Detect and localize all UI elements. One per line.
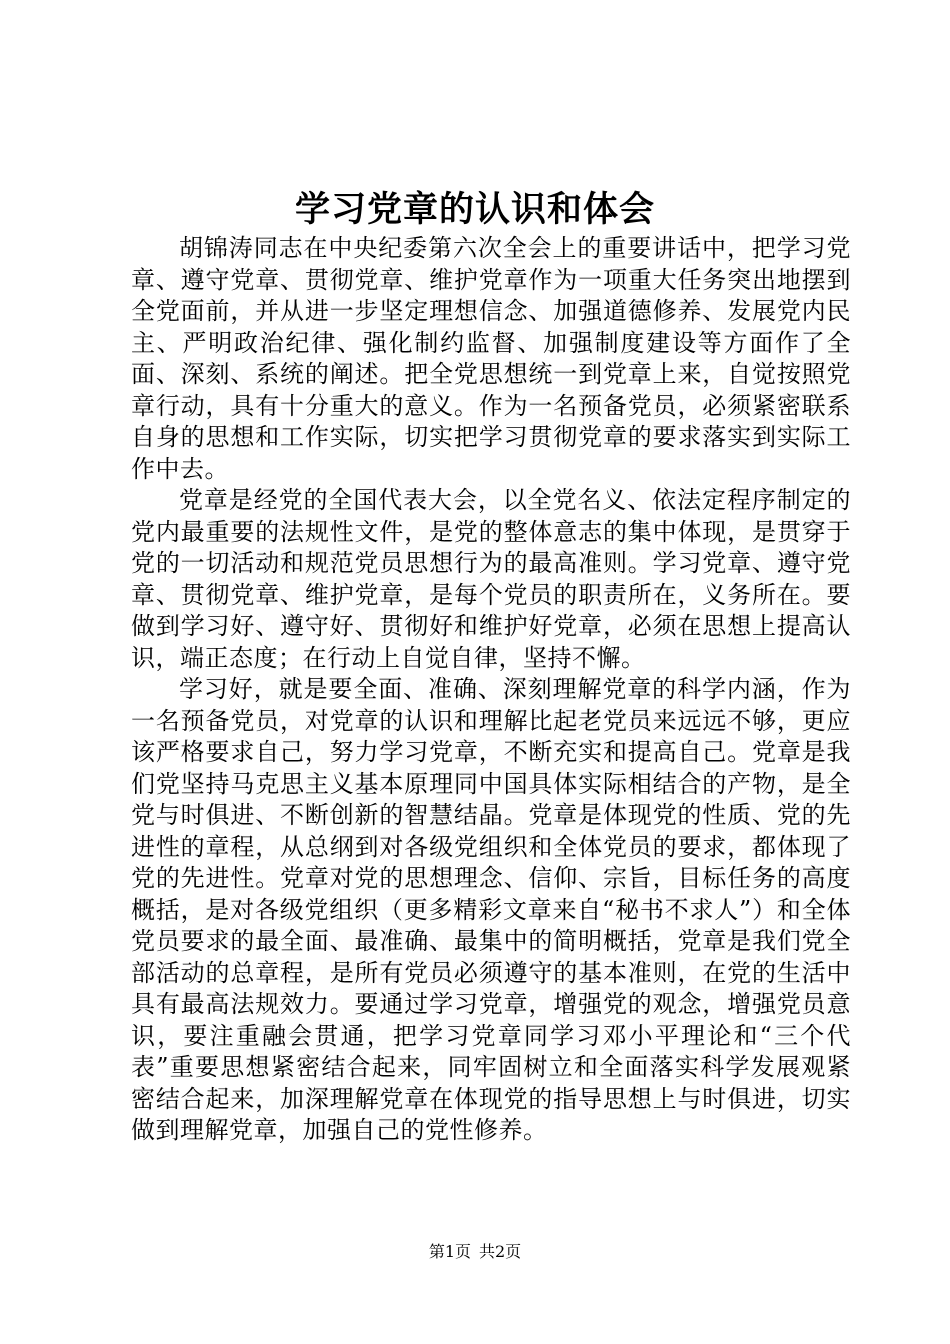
- page-number-current: 第1页: [428, 1242, 471, 1261]
- page-footer: [0, 1240, 950, 1264]
- page-number-total: 共2页: [479, 1242, 522, 1261]
- document-title: 学习党章的认识和体会: [294, 189, 655, 230]
- paragraph-2: 党章是经党的全国代表大会，以全党名义、依法定程序制定的党内最重要的法规性文件，是党的整体意志的集中体现，是贯穿于党的一切活动和规范党员思想行为的最高准则。学习党章、遵守党章、贯彻党章、维护党章，是每个党员的职责所在，义务所在。要做到学习好、遵守好、贯彻好和维护好党章，必须在思想上提高认识，端正态度；在行动上自觉自律，坚持不懈。: [131, 486, 851, 672]
- paragraph-3: 学习好，就是要全面、准确、深刻理解党章的科学内涵，作为一名预备党员，对党章的认识和理解比起老党员来远远不够，更应该严格要求自己，努力学习党章，不断充实和提高自己。党章是我们党坚持马克思主义基本原理同中国具体实际相结合的产物，是全党与时俱进、不断创新的智慧结晶。党章是体现党的性质、党的先进性的章程，从总纲到对各级党组织和全体党员的要求，都体现了党的先进性。党章对党的思想理念、信仰、宗旨，目标任务的高度概括，是对各级党组织（更多精彩文章来自“秘书不求人”）和全体党员要求的最全面、最准确、最集中的简明概括，党章是我们党全部活动的总章程，是所有党员必须遵守的基本准则，在党的生活中具有最高法规效力。要通过学习党章，增强党的观念，增强党员意识，要注重融会贯通，把学习党章同学习邓小平理论和“三个代表”重要思想紧密结合起来，同牢固树立和全面落实科学发展观紧密结合起来，加深理解党章在体现党的指导思想上与时俱进，切实做到理解党章，加强自己的党性修养。: [131, 675, 851, 1144]
- paragraph-1: 胡锦涛同志在中央纪委第六次全会上的重要讲话中，把学习党章、遵守党章、贯彻党章、维护党章作为一项重大任务突出地摆到全党面前，并从进一步坚定理想信念、加强道德修养、发展党内民主、严明政治纪律、强化制约监督、加强制度建设等方面作了全面、深刻、系统的阐述。把全党思想统一到党章上来，自觉按照党章行动，具有十分重大的意义。作为一名预备党员，必须紧密联系自身的思想和工作实际，切实把学习贯彻党章的要求落实到实际工作中去。: [131, 234, 851, 483]
- document-body: [131, 233, 851, 1147]
